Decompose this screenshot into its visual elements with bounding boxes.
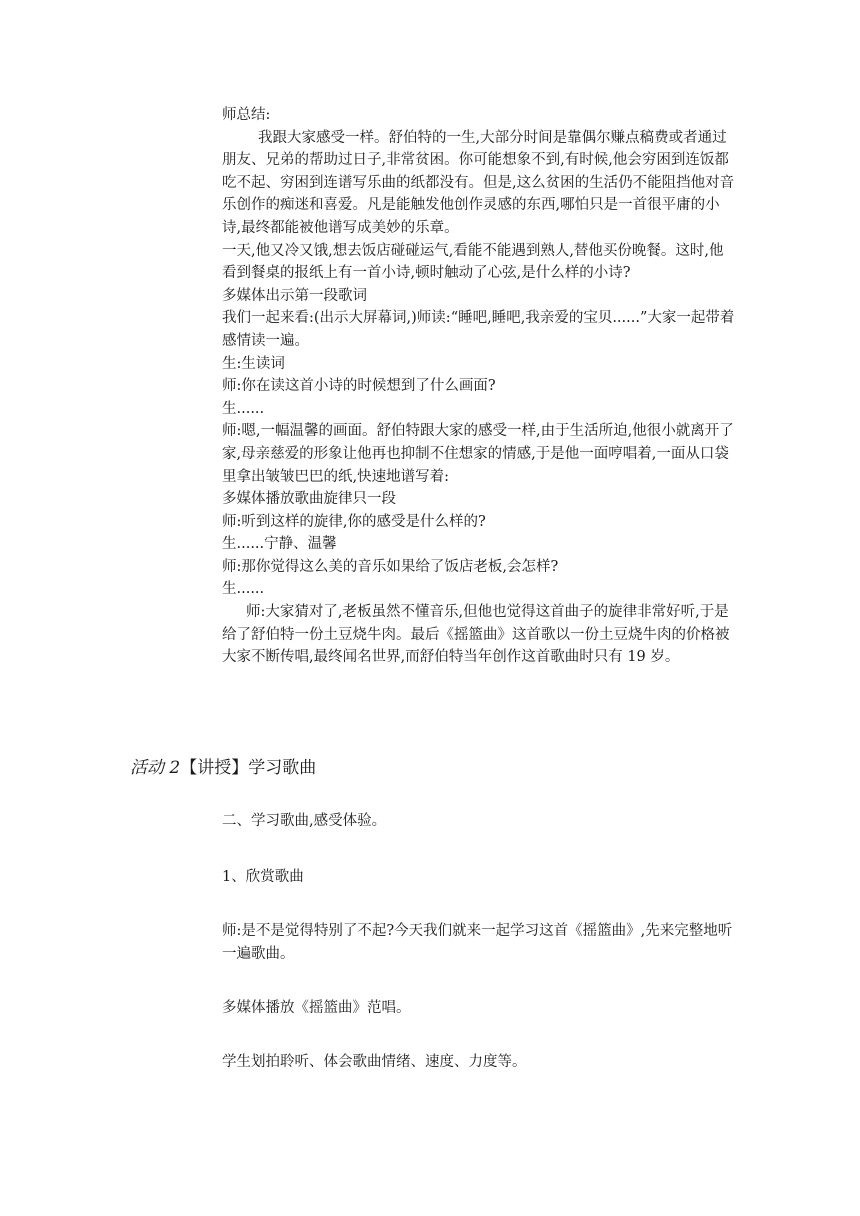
- teacher-narration-paragraph: 师:嗯,一幅温馨的画面。舒伯特跟大家的感受一样,由于生活所迫,他很小就离开了家,母亲慈爱的形象让他再也抑制不住想家的情感,于是他一面哼唱着,一面从口袋里拿出皱皱巴巴的纸,快速地谱写着:: [222, 423, 734, 485]
- subsection-title: 1、欣赏歌曲: [222, 869, 304, 885]
- summary-paragraph: 我跟大家感受一样。舒伯特的一生,大部分时间是靠偶尔赚点稿费或者通过朋友、兄弟的帮助过日子,非常贫困。你可能想象不到,有时候,他会穷困到连饭都吃不起、穷困到连谱写乐曲的纸都没有。但是,这么贫困的生活仍不能阻挡他对音乐创作的痴迷和喜爱。凡是能触发他创作灵感的东西,哪怕只是一首很平庸的小诗,最终都能被他谱写成美妙的乐章。: [222, 129, 735, 236]
- multimedia-melody-line: 多媒体播放歌曲旋律只一段: [222, 491, 396, 508]
- teacher-question-line-3: 师:那你觉得这么美的音乐如果给了饭店老板,会怎样?: [222, 558, 559, 575]
- teacher-conclusion-paragraph: 师:大家猜对了,老板虽然不懂音乐,但他也觉得这首曲子的旋律非常好听,于是给了舒伯特一份土豆烧牛肉。最后《摇篮曲》这首歌以一份土豆烧牛肉的价格被大家不断传唱,最终闻名世界,而舒伯特当年创作这首歌曲时只有 19 岁。: [222, 604, 730, 666]
- student-answer-line-3: 生......: [222, 581, 265, 598]
- teacher-question-line: 师:你在读这首小诗的时候想到了什么画面?: [222, 378, 496, 395]
- activity-prefix: 活动 2: [130, 758, 181, 778]
- activity-title: 【讲授】学习歌曲: [180, 758, 317, 778]
- multimedia-play-line: 多媒体播放《摇篮曲》范唱。: [222, 1000, 411, 1016]
- summary-label: 师总结:: [222, 107, 271, 123]
- section-title: 二、学习歌曲,感受体验。: [222, 813, 387, 829]
- student-answer-line-2: 生......宁静、温馨: [222, 536, 337, 553]
- teacher-question-line-2: 师:听到这样的旋律,你的感受是什么样的?: [222, 513, 486, 530]
- student-answer-line: 生......: [222, 400, 265, 417]
- summary-block: [222, 104, 738, 669]
- activity-heading: [130, 756, 316, 780]
- student-reading-line: 生:生读词: [222, 355, 285, 372]
- teacher-reading-line: 我们一起来看:(出示大屏幕词,)师读:“睡吧,睡吧,我亲爱的宝贝......”大家一起带着感情读一遍。: [222, 310, 735, 349]
- student-activity-line: 学生划拍聆听、体会歌曲情绪、速度、力度等。: [222, 1054, 527, 1070]
- multimedia-lyrics-line: 多媒体出示第一段歌词: [222, 287, 367, 304]
- teacher-intro-paragraph: 师:是不是觉得特别了不起?今天我们就来一起学习这首《摇篮曲》,先来完整地听一遍歌曲。: [222, 923, 733, 962]
- story-paragraph: 一天,他又冷又饿,想去饭店碰碰运气,看能不能遇到熟人,替他买份晚餐。这时,他看到餐桌的报纸上有一首小诗,顿时触动了心弦,是什么样的小诗?: [222, 242, 724, 282]
